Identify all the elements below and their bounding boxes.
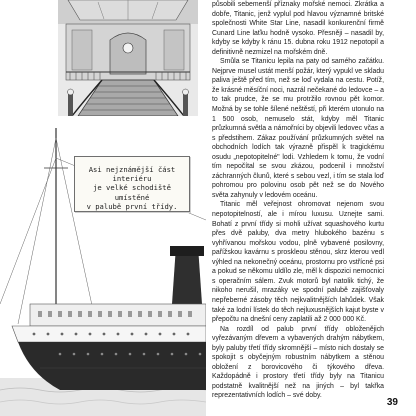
paragraph-2: Smůla se Titanicu lepila na paty od samého začátku. Nejprve musel ustát menší požár, který vypukl ve skladu paliva ještě před tím, než se loď vydala na cestu. Potíž, že krásné měsíční noci, nazrál nečekané do ledovce – a to tak prudce, že se mu protržilo rovnou pět komor. Možná by se tohle šílené neštěstí, při kterém utonulo na 1 500 osob, nemuselo stát, kdyby měl Titanic průzkumná světla a námořníci by objevili ledovec včas a s předstihem. Zákaz používání průzkumných světel na obchodních lodích tak výrazně přispěl k tragickému osudu „nepotopitelné" lodi. Vzhledem k tomu, že vodní tím nepočítal se svou zkázou, podcenil i množství záchranných člunů, které s sebou vezl, i tím se stala loď pohromou pro polovinu osob pět než se do Nového světa zahynuly v ledovém oceánu.: [212, 58, 384, 199]
paragraph-3: Titanic měl veřejnost ohromovat nejenom svou nepotopitelností, ale i mírou luxusu. Uznejte sami. Bohatí z první třídy si mohli užívat squashového kurtu přes dvě paluby, dva metry hlubokého bazénu s vyhřívanou mořskou vodou, plně vybavené posilovny, pařížskou kavárnu s proskleou stěnou, skrz kterou vedl výhled na nekonečný oceánu, prostornu pro vstřícné psi a pokud se někomu uldílo zle, měl k dispozici nemocnici s operačním sálem. Zvuk motorů byl natolik tichý, že nikoho nerušil, mrazáky ve spodní palubě zajišťovaly nepřeberné zásoby těch nejkvalitnějších lahůdek. Však také za lodní lístek do těch nejluxusnějších kajut byste v přepočtu na dnešní ceny zaplatili až 2 000 000 Kč.: [212, 201, 384, 324]
caption-line-2: je velké schodiště umístěné: [93, 183, 171, 202]
paragraph-1: působili sebemenší příznaky mořské nemoci. Zkrátka a dobře, Titanic, jenž vyplul pod hlavou významné britské společnosti White Star Line, nasadil konkurenční firmě Cunard Line laťku hodně vysoko. Přesněji – nasadil by, kdyby se kdyby k ránu 15. dubna roku 1912 nepotopil a definitivně nezmizel na mořském dně.: [212, 1, 384, 56]
illustration-caption: [74, 156, 190, 212]
paragraph-4: Na rozdíl od palub první třídy obloženějich vyřezávaným dřevem a vybavených drahým nábytkem, byly paluby třetí třídy skromnější – místo nich dostaly se spokojit s obyčejným robustním nábytkem a stěnou obložení z borovicového či týkového dřeva. Každopádně i prostory třetí třídy byly na Titanicu podstatně kvalitnější než na jiných – byl takřka reprezentativních lodích – své doby.: [212, 325, 384, 400]
caption-line-1: Asi nejznámější část interiéru: [88, 165, 176, 184]
grand-staircase-illustration: [58, 0, 198, 116]
page-number: 39: [386, 397, 398, 408]
body-text-column: [212, 0, 384, 400]
caption-line-3: v palubě první třídy.: [86, 201, 178, 211]
